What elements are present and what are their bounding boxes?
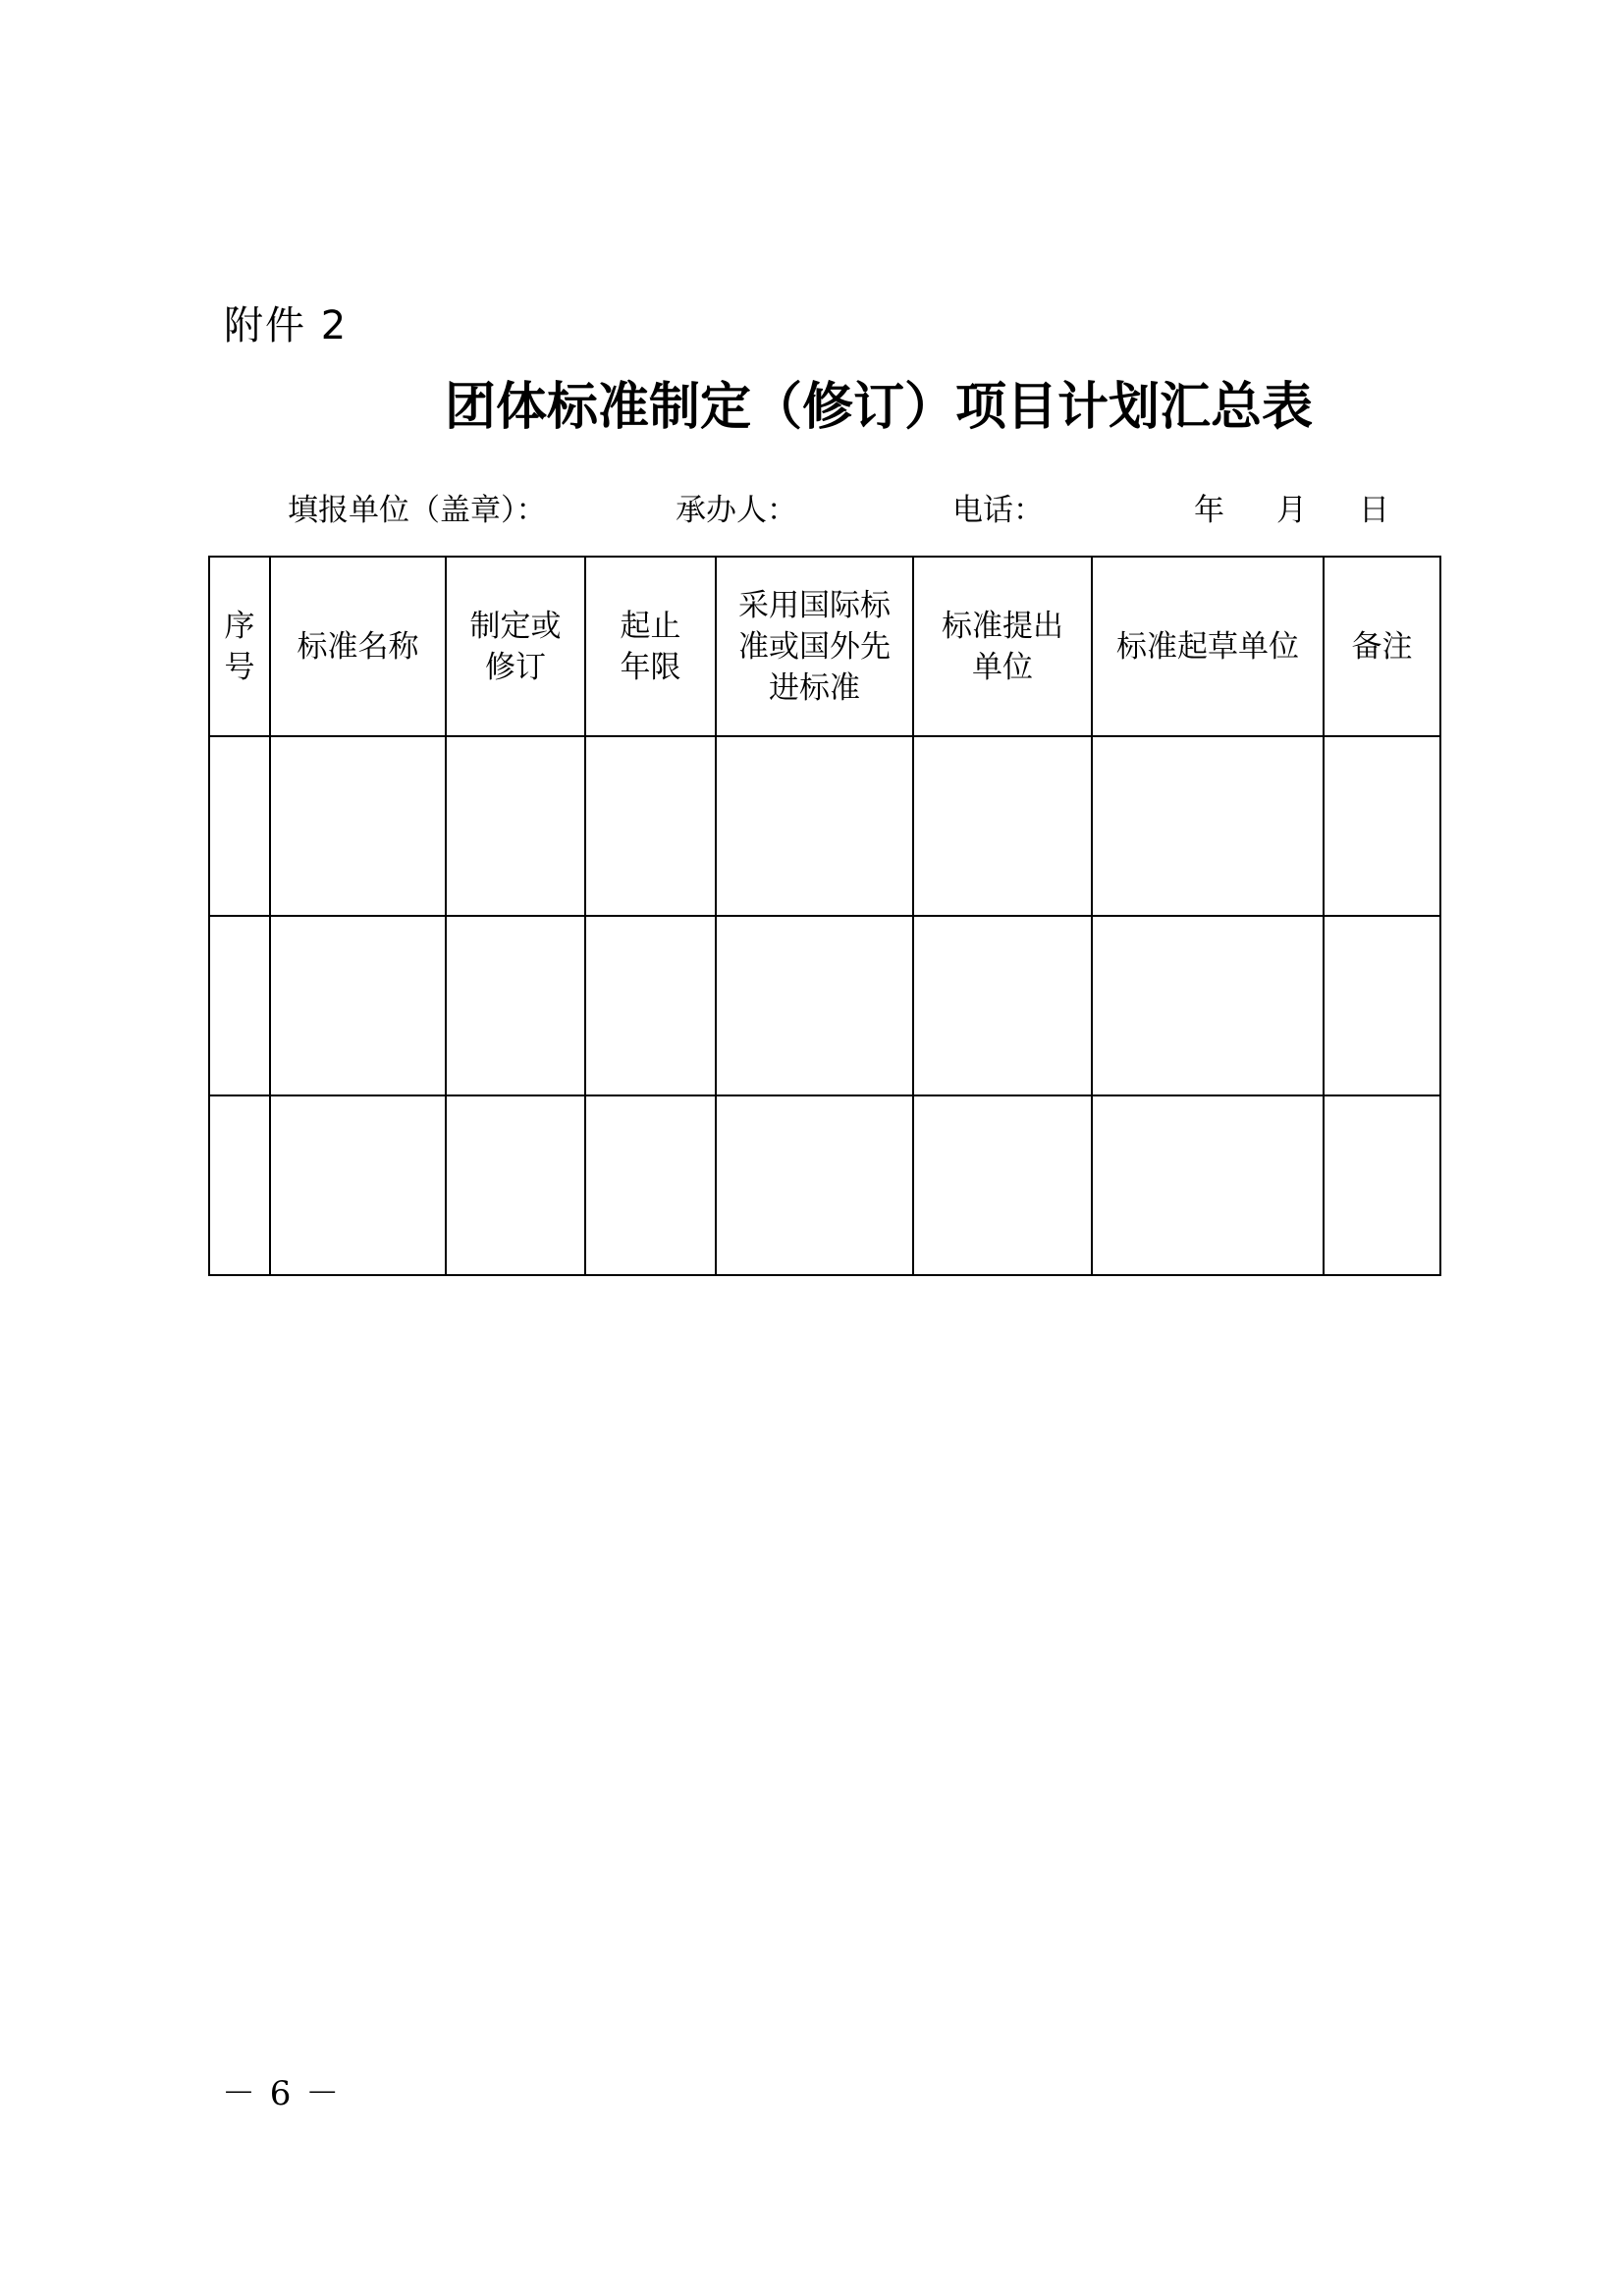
table-cell[interactable]: [209, 916, 270, 1095]
page-number: － 6 －: [222, 2074, 342, 2113]
day-label: 日: [1359, 493, 1389, 528]
header-line: 备注: [1351, 628, 1413, 665]
table-cell[interactable]: [270, 1095, 446, 1275]
header-line: 起止: [620, 608, 681, 644]
header-time-period: [585, 557, 716, 736]
header-line: 修订: [485, 649, 546, 685]
table-cell[interactable]: [1324, 916, 1440, 1095]
header-line: 标准提出: [942, 608, 1063, 644]
table-cell[interactable]: [913, 1095, 1092, 1275]
header-line: 号: [224, 649, 255, 685]
table-cell[interactable]: [446, 736, 585, 916]
header-line: 单位: [972, 649, 1033, 685]
table-cell[interactable]: [446, 1095, 585, 1275]
phone-label: 电话：: [952, 493, 1044, 528]
header-line: 准或国外先: [738, 628, 891, 665]
header-remarks: [1324, 557, 1440, 736]
table-row: [209, 916, 1440, 1095]
table-cell[interactable]: [1324, 1095, 1440, 1275]
table-row: [209, 1095, 1440, 1275]
header-serial-number: [209, 557, 270, 736]
table-cell[interactable]: [913, 916, 1092, 1095]
table-row: [209, 736, 1440, 916]
table-cell[interactable]: [716, 736, 913, 916]
table-cell[interactable]: [585, 736, 716, 916]
header-line: 序: [224, 608, 255, 644]
header-drafting-unit: [1092, 557, 1324, 736]
table-cell[interactable]: [1092, 736, 1324, 916]
table-cell[interactable]: [209, 1095, 270, 1275]
header-line: 采用国际标: [738, 587, 891, 623]
table-cell[interactable]: [716, 1095, 913, 1275]
table-cell[interactable]: [585, 1095, 716, 1275]
header-line: 标准起草单位: [1116, 628, 1299, 665]
table-cell[interactable]: [209, 736, 270, 916]
handler-label: 承办人：: [676, 493, 797, 528]
attachment-label: 附件 2: [224, 303, 349, 348]
table-cell[interactable]: [913, 736, 1092, 916]
table-cell[interactable]: [270, 916, 446, 1095]
header-line: 年限: [620, 649, 681, 685]
header-proposing-unit: [913, 557, 1092, 736]
table-cell[interactable]: [446, 916, 585, 1095]
header-line: 进标准: [769, 669, 860, 706]
header-line: 标准名称: [297, 628, 419, 665]
table-cell[interactable]: [1092, 1095, 1324, 1275]
project-plan-table: [208, 556, 1441, 1276]
year-label: 年: [1194, 493, 1224, 528]
table-cell[interactable]: [1092, 916, 1324, 1095]
filing-unit-label: 填报单位（盖章）：: [288, 493, 547, 528]
month-label: 月: [1276, 493, 1307, 528]
page-title: 团体标准制定（修订）项目计划汇总表: [444, 378, 1313, 437]
table-header-row: [209, 557, 1440, 736]
table-cell[interactable]: [716, 916, 913, 1095]
table-cell[interactable]: [270, 736, 446, 916]
table-cell[interactable]: [1324, 736, 1440, 916]
table-cell[interactable]: [585, 916, 716, 1095]
header-line: 制定或: [469, 608, 562, 644]
header-adopted-standard: [716, 557, 913, 736]
header-standard-name: [270, 557, 446, 736]
header-establish-or-revise: [446, 557, 585, 736]
